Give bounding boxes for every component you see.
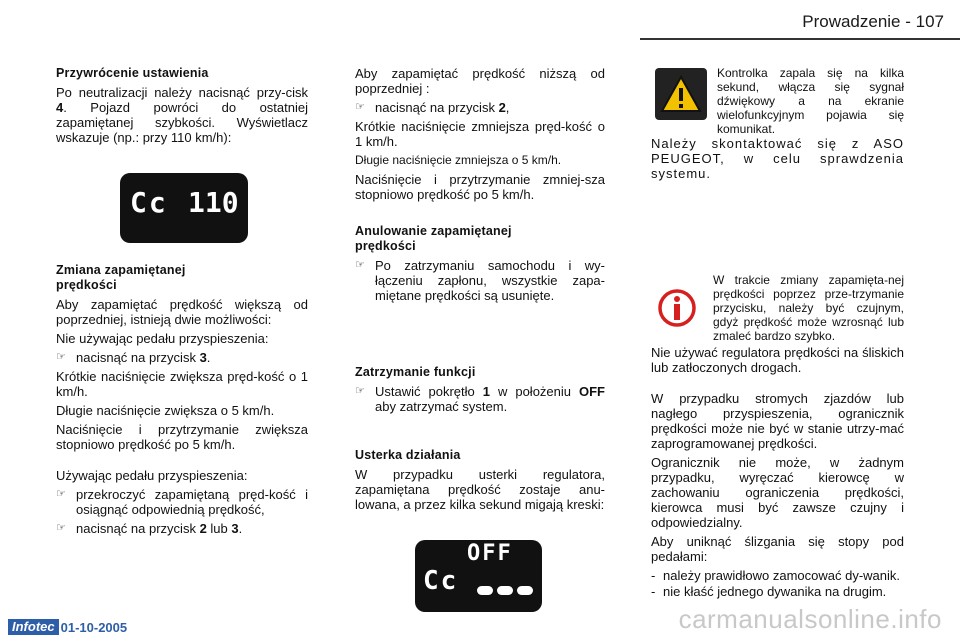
dash-item <box>651 584 904 599</box>
warning-triangle-icon <box>655 68 707 120</box>
text: Po neutralizacji należy nacisnąć przy-cisk <box>56 85 308 100</box>
hand-pointer-icon: ☞ <box>355 101 365 113</box>
hand-pointer-icon: ☞ <box>355 259 365 271</box>
paragraph: Używając pedału przyspieszenia: <box>56 468 248 483</box>
dash-marker: - <box>651 584 656 599</box>
display-speed-text: 110 <box>188 186 239 219</box>
column-1 <box>56 66 308 540</box>
bullet-item <box>355 100 605 115</box>
footer-date: 01-10-2005 <box>60 619 128 635</box>
warning-note <box>651 66 904 136</box>
footer-brand <box>8 619 127 635</box>
bullet-item <box>56 350 308 365</box>
paragraph: Nie używając pedału przyspieszenia: <box>56 331 269 346</box>
text: . Pojazd powróci do ostatniej zapamiętanej szybkości. Wyświetlacz wskazuje (np.: przy 110 km/h): <box>56 100 308 145</box>
paragraph: Należy skontaktować się z ASO PEUGEOT, w celu sprawdzenia systemu. <box>651 136 904 181</box>
bullet-item <box>355 384 605 414</box>
paragraph: Naciśnięcie i przytrzymanie zwiększa stopniowo prędkość po 5 km/h. <box>56 422 308 452</box>
warning-text: Kontrolka zapala się na kilka sekund, włącza się sygnał dźwiękowy a na ekranie wielofunkcyjnym pojawia się komunikat. <box>717 66 904 136</box>
bullet-text: Po zatrzymaniu samochodu i wy-łączeniu zapłonu, wszystkie zapa-miętane prędkości są usunięte. <box>375 258 605 303</box>
bullet-item <box>56 487 308 517</box>
paragraph: Długie naciśnięcie zmniejsza o 5 km/h. <box>355 153 562 167</box>
info-note <box>651 273 904 343</box>
hand-pointer-icon: ☞ <box>56 488 66 500</box>
header-rule <box>640 38 960 40</box>
paragraph: Nie używać regulatora prędkości na śliskich lub zatłoczonych drogach. <box>651 345 904 375</box>
paragraph <box>56 85 308 145</box>
bullet-text: nacisnąć na przycisk 2, <box>375 100 510 115</box>
column-3 <box>651 66 904 600</box>
display-mode-text: Cc <box>423 566 459 596</box>
bullet-text: przekroczyć zapamiętaną pręd-kość i osiągnąć odpowiednią prędkość, <box>76 487 308 517</box>
paragraph: Naciśnięcie i przytrzymanie zmniej-sza stopniowo prędkość po 5 km/h. <box>355 172 605 202</box>
display-off-text: OFF <box>467 541 513 566</box>
paragraph: Aby uniknąć ślizgania się stopy pod pedałami: <box>651 534 904 564</box>
dash-text: należy prawidłowo zamocować dy-wanik. <box>663 568 900 583</box>
paragraph: W przypadku stromych zjazdów lub nagłego przyspieszenia, ogranicznik prędkości może nie być w stanie utrzy-mać zaprogramowanej prędkości. <box>651 391 904 451</box>
info-text: W trakcie zmiany zapamięta-nej prędkości poprzez prze-trzymanie przycisku, należy być czujnym, gdyż prędkość może wzrosnąć lub zmaleć bardzo szybko. <box>713 273 904 343</box>
hand-pointer-icon: ☞ <box>56 522 66 534</box>
dash-text: nie kłaść jednego dywanika na drugim. <box>663 584 887 599</box>
paragraph: Aby zapamiętać prędkość niższą od poprzedniej : <box>355 66 605 96</box>
bullet-item <box>355 258 605 303</box>
bullet-text: Ustawić pokrętło 1 w położeniu OFF aby zatrzymać system. <box>375 384 605 414</box>
paragraph: Krótkie naciśnięcie zwiększa pręd-kość o 1 km/h. <box>56 369 308 399</box>
hand-pointer-icon: ☞ <box>56 351 66 363</box>
infotec-logo: Infotec <box>8 619 59 635</box>
display-dashes <box>477 586 533 595</box>
bullet-item <box>56 521 308 536</box>
bullet-text: nacisnąć na przycisk 3. <box>76 350 211 365</box>
dash-marker: - <box>651 568 656 583</box>
paragraph: W przypadku usterki regulatora, zapamiętana prędkość zostaje anu-lowana, a przez kilka sekund migają kreski: <box>355 467 605 512</box>
dash-item <box>651 568 904 583</box>
bullet-text: nacisnąć na przycisk 2 lub 3. <box>76 521 243 536</box>
paragraph: Aby zapamiętać prędkość większą od poprzedniej, istnieją dwie możliwości: <box>56 297 308 327</box>
cruise-display-off <box>415 540 542 612</box>
paragraph: Długie naciśnięcie zwiększa o 5 km/h. <box>56 403 275 418</box>
watermark: carmanualsonline.info <box>678 604 942 634</box>
paragraph: Krótkie naciśnięcie zmniejsza pręd-kość o 1 km/h. <box>355 119 605 149</box>
paragraph: Ogranicznik nie może, w żadnym przypadku, wyręczać kierowcę w zachowaniu ograniczenia prędkości, kierowca musi być zawsze czujny i odpowiedzialny. <box>651 455 904 530</box>
button-ref: 4 <box>56 100 64 115</box>
page-header: Prowadzenie - 107 <box>802 12 944 31</box>
section-title-cancel-speed: Anulowanie zapamiętanej prędkości <box>355 224 512 253</box>
hand-pointer-icon: ☞ <box>355 385 365 397</box>
section-title-stop-function: Zatrzymanie funkcji <box>355 365 476 379</box>
section-title-malfunction: Usterka działania <box>355 448 461 462</box>
section-title-restore: Przywrócenie ustawienia <box>56 66 209 80</box>
display-mode-text: Cc <box>130 186 168 219</box>
cruise-display-110 <box>120 173 248 243</box>
info-icon <box>651 273 703 343</box>
column-2 <box>355 66 605 612</box>
section-title-change-speed: Zmiana zapamiętanej prędkości <box>56 263 186 292</box>
